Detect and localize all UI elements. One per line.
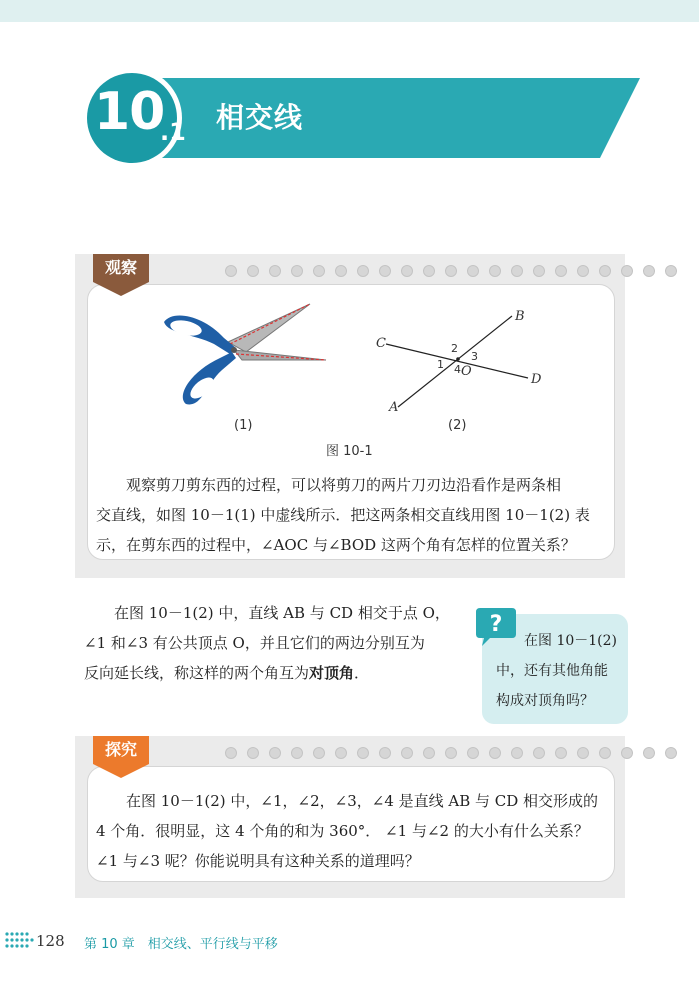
explore-text-line: 在图 10－1(2) 中，∠1，∠2，∠3，∠4 是直线 AB 与 CD 相交形成的 bbox=[126, 792, 599, 810]
chapter-title: 第 10 章 相交线、平行线与平移 bbox=[84, 937, 278, 952]
point-label-a: A bbox=[389, 400, 399, 415]
observe-text-line: 示，在剪东西的过程中，∠AOC 与∠BOD 这两个角有怎样的位置关系？ bbox=[96, 536, 576, 554]
explore-tag: 探究 bbox=[93, 736, 149, 778]
svg-text:?: ? bbox=[489, 612, 503, 637]
observe-text bbox=[96, 470, 616, 560]
question-mark-icon bbox=[474, 604, 518, 646]
figure-caption: 图 10-1 bbox=[326, 444, 373, 459]
observe-text-line: 观察剪刀剪东西的过程，可以将剪刀的两片刀刃边沿看作是两条相 bbox=[126, 476, 562, 494]
point-label-o: O bbox=[461, 364, 472, 379]
observe-text-line: 交直线，如图 10－1(1) 中虚线所示．把这两条相交直线用图 10－1(2) 表 bbox=[96, 506, 590, 524]
page-number: 128 bbox=[36, 932, 65, 950]
point-label-d: D bbox=[531, 372, 542, 387]
figure-label-2: (2) bbox=[448, 418, 467, 433]
angle-label-2: 2 bbox=[451, 342, 458, 355]
point-label-c: C bbox=[376, 336, 386, 351]
angle-label-4: 4 bbox=[454, 363, 461, 376]
scissors-illustration bbox=[150, 300, 330, 415]
question-text: 在图 10－1(2) 中，还有其他角能 构成对顶角吗？ bbox=[496, 633, 618, 709]
figure-label-1: (1) bbox=[234, 418, 253, 433]
definition-line: ∠1 和∠3 有公共顶点 O，并且它们的两边分别互为 bbox=[84, 634, 425, 652]
observe-tag: 观察 bbox=[93, 254, 149, 296]
section-number: 10 bbox=[94, 82, 165, 142]
top-band bbox=[0, 0, 699, 22]
explore-text-line: ∠1 与∠3 呢？你能说明具有这种关系的道理吗？ bbox=[96, 852, 420, 870]
section-banner bbox=[80, 66, 640, 168]
definition-line: 反向延长线，称这样的两个角互为对顶角． bbox=[84, 664, 370, 682]
definition-paragraph bbox=[84, 598, 474, 688]
angle-label-3: 3 bbox=[471, 350, 478, 363]
angle-label-1: 1 bbox=[437, 358, 444, 371]
explore-text bbox=[96, 786, 616, 876]
footer-dots-icon bbox=[4, 930, 34, 950]
term-vertical-angles: 对顶角 bbox=[309, 664, 355, 682]
explore-text-line: 4 个角．很明显，这 4 个角的和为 360°． ∠1 与∠2 的大小有什么关系？ bbox=[96, 822, 589, 840]
section-title: 相交线 bbox=[216, 101, 304, 134]
section-subnumber: .1 bbox=[160, 118, 186, 146]
definition-line: 在图 10－1(2) 中，直线 AB 与 CD 相交于点 O， bbox=[114, 604, 450, 622]
point-label-b: B bbox=[515, 309, 525, 324]
